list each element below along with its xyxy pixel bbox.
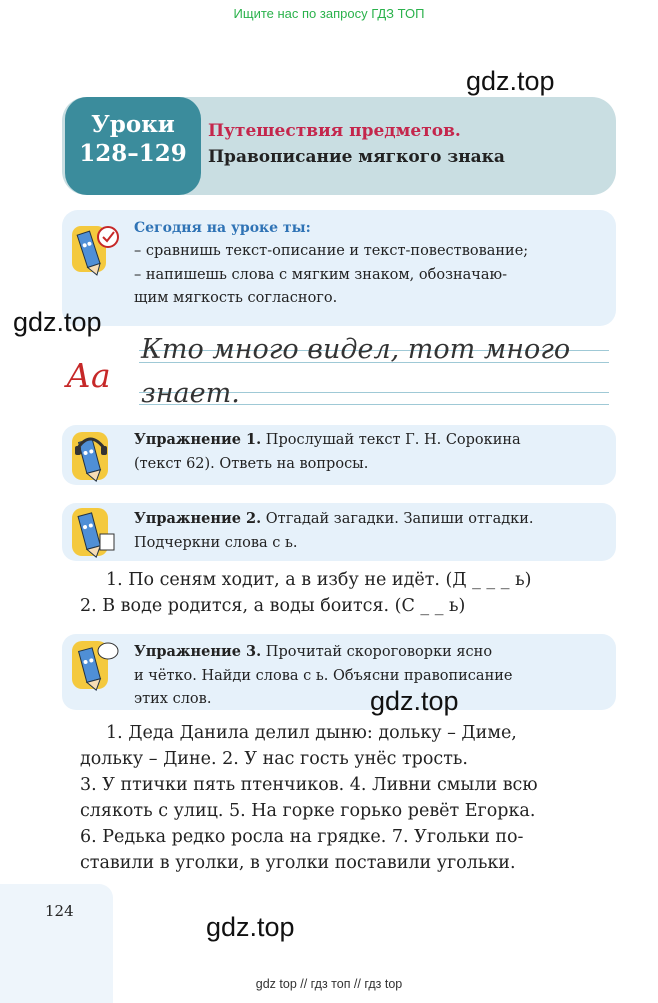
lesson-word: Уроки [91, 111, 175, 138]
page-number: 124 [45, 902, 74, 920]
watermark: gdz.top [206, 912, 295, 942]
riddle-1: 1. По сеням ходит, а в избу не идёт. (Д _ _ _ ь) [106, 570, 532, 590]
exercise-1-line-2: (текст 62). Ответь на вопросы. [134, 456, 369, 472]
today-line-2: – напишешь слова с мягким знаком, обозначаю- [134, 267, 508, 283]
today-line-1: – сравнишь текст-описание и текст-повествование; [134, 243, 529, 259]
top-banner: Ищите нас по запросу ГДЗ ТОП [233, 6, 425, 21]
tongue-twister-line-4: слякоть с улиц. 5. На горке горько ревёт Егорка. [80, 801, 536, 821]
exercise-1-line-1: Упражнение 1. Прослушай текст Г. Н. Сорокина [134, 431, 521, 448]
lesson-numbers: 128–129 [79, 140, 187, 167]
watermark: gdz.top [13, 307, 102, 337]
exercise-3-label: Упражнение 3. [134, 643, 262, 660]
lesson-number-box [65, 97, 201, 195]
riddle-2: 2. В воде родится, а воды боится. (С _ _ ь) [80, 596, 466, 616]
tongue-twister-line-2: дольку – Дине. 2. У нас гость унёс трость. [80, 749, 468, 769]
tongue-twister-line-5: 6. Редька редко росла на грядке. 7. Угольки по- [80, 827, 524, 847]
exercise-2-label: Упражнение 2. [134, 510, 262, 527]
exercise-3-line-2: и чётко. Найди слова с ь. Объясни правописание [134, 668, 513, 684]
exercise-2-line-1: Упражнение 2. Отгадай загадки. Запиши отгадки. [134, 510, 534, 527]
today-title: Сегодня на уроке ты: [134, 220, 311, 236]
pencil-check-icon [70, 222, 120, 278]
lesson-topic-line2: Правописание мягкого знака [208, 147, 505, 167]
pencil-writing-icon [70, 504, 120, 560]
exercise-2-line-2: Подчеркни слова с ь. [134, 535, 298, 551]
exercise-3-line-1: Упражнение 3. Прочитай скороговорки ясно [134, 643, 493, 660]
tongue-twister-line-1: 1. Деда Данила делил дыню: дольку – Диме, [106, 723, 517, 743]
lesson-topic-line1: Путешествия предметов. [208, 121, 461, 141]
tongue-twister-line-6: ставили в уголки, в уголки поставили угольки. [80, 853, 516, 873]
bottom-banner: gdz top // гдз топ // гдз top [255, 977, 403, 991]
proverb-line-2: знает. [141, 378, 240, 409]
proverb-line-1: Кто много видел, тот много [141, 334, 571, 365]
exercise-3-line-3: этих слов. [134, 691, 212, 707]
tongue-twister-line-3: 3. У птички пять птенчиков. 4. Ливни смыли всю [80, 775, 538, 795]
exercise-1-label: Упражнение 1. [134, 431, 262, 448]
watermark: gdz.top [466, 66, 555, 96]
pencil-headphones-icon [70, 428, 120, 484]
cursive-letters: Аа [66, 356, 111, 395]
pencil-speaking-icon [70, 637, 120, 693]
today-line-3: щим мягкость согласного. [134, 290, 338, 306]
watermark: gdz.top [370, 686, 459, 716]
